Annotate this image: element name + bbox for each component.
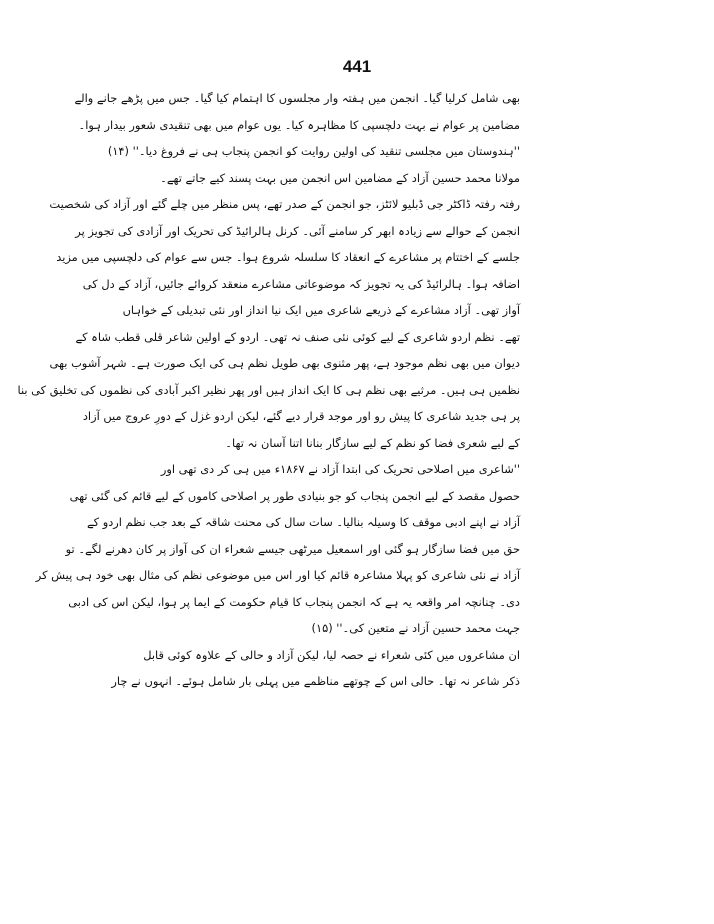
body-text	[17, 85, 520, 695]
text-line: حق میں فضا سازگار ہو گئی اور اسمعیل میرٹھی جیسے شعراء ان کی آواز پر کان دھرنے لگے۔ تو	[65, 541, 520, 556]
text-line: اضافہ ہوا۔ ہالرائیڈ کی یہ تجویز کہ موضوعاتی مشاعرے منعقد کروائے جائیں، آزاد کے دل کی	[82, 276, 520, 291]
text-line: ''شاعری میں اصلاحی تحریک کی ابتدا آزاد نے ۱۸۶۷ء میں ہی کر دی تھی اور	[160, 462, 520, 476]
text-line: نظمیں ہی ہیں۔ مرثیے بھی نظم ہی کا ایک انداز ہیں اور پھر نظیر اکبر آبادی کی نظموں کی تخلیق کی بنا	[17, 382, 520, 397]
text-line: انجمن کے حوالے سے زیادہ ابھر کر سامنے آئی۔ کرنل ہالرائیڈ کی تحریک اور آزادی کی تجویز پر	[75, 223, 520, 238]
text-line: تھے۔ نظم اردو شاعری کے لیے کوئی نئی صنف نہ تھی۔ اردو کے اولین شاعر قلی قطب شاہ کے	[75, 329, 520, 344]
text-line: آزاد نے اپنے ادبی موقف کا وسیلہ بنالیا۔ سات سال کی محنت شاقہ کے بعد جب نظم اردو کے	[87, 515, 520, 529]
text-line: ''ہندوستان میں مجلسی تنقید کی اولین روایت کو انجمن پنجاب ہی نے فروغ دیا۔'' (۱۴)	[107, 144, 520, 158]
text-line: پر ہی جدید شاعری کا پیش رو اور موجد قرار دیے گئے، لیکن اردو غزل کے دورِ عروج میں آزاد	[82, 409, 520, 423]
text-line: ذکر شاعر نہ تھا۔ حالی اس کے چوتھے مناظمے میں پہلی بار شامل ہوئے۔ انہوں نے چار	[111, 674, 520, 688]
text-line: جلسے کے اختتام پر مشاعرے کے انعقاد کا سلسلہ شروع ہوا۔ جس سے عوام کی دلچسپی میں مزید	[56, 250, 520, 264]
text-line: آزاد نے نئی شاعری کو پہلا مشاعرہ قائم کیا اور اس میں موضوعی نظم کی مثال بھی خود ہی پیش کر	[35, 568, 520, 582]
page-number: 441	[342, 57, 372, 76]
text-line: حصول مقصد کے لیے انجمن پنجاب کو جو بنیادی طور پر اصلاحی کاموں کے لیے قائم کی گئی تھی	[69, 488, 520, 503]
text-line: جہت محمد حسین آزاد نے متعین کی۔'' (۱۵)	[311, 621, 520, 635]
text-line: آواز تھی۔ آزاد مشاعرے کے ذریعے شاعری میں ایک نیا انداز اور نئی تبدیلی کے خواہاں	[122, 303, 520, 317]
text-line: کے لیے شعری فضا کو نظم کے لیے سازگار بنانا اتنا آسان نہ تھا۔	[225, 435, 520, 450]
text-line: ان مشاعروں میں کئی شعراء نے حصہ لیا، لیکن آزاد و حالی کے علاوہ کوئی قابل	[143, 647, 520, 662]
text-line: رفتہ رفتہ ڈاکٹر جی ڈبلیو لائٹز، جو انجمن کے صدر تھے، پس منظر میں چلے گئے اور آزاد کی شخصیت	[49, 197, 520, 211]
text-line: مضامین پر عوام نے بہت دلچسپی کا مظاہرہ کیا۔ یوں عوام میں بھی تنقیدی شعور بیدار ہوا۔	[78, 117, 520, 132]
text-line: دی۔ چنانچہ امر واقعہ یہ ہے کہ انجمن پنجاب کا قیام حکومت کے ایما پر ہوا، لیکن اس کی ادبی	[68, 594, 520, 609]
text-line: مولانا محمد حسین آزاد کے مضامین اس انجمن میں بہت پسند کیے جاتے تھے۔	[160, 170, 520, 185]
text-line: دیوان میں بھی نظم موجود ہے، پھر مثنوی بھی طویل نظم ہی کی ایک صورت ہے۔ شہر آشوب بھی	[49, 356, 520, 370]
text-line: بھی شامل کرلیا گیا۔ انجمن میں ہفتہ وار مجلسوں کا اہتمام کیا گیا۔ جس میں پڑھے جانے والے	[74, 91, 520, 105]
